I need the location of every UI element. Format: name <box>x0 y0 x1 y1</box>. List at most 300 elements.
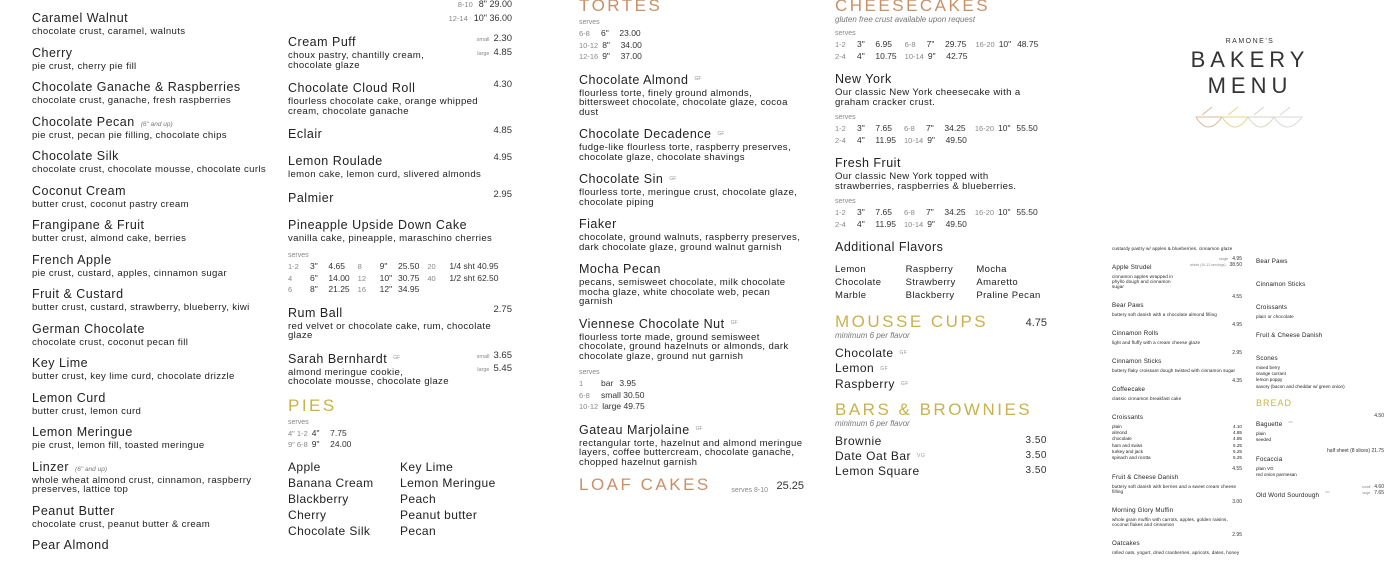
variant-price: 4.10 <box>1233 424 1242 429</box>
variant-price: 5.25 <box>1233 442 1242 448</box>
flavor-item: Peach <box>400 491 437 506</box>
variant-name: plain <box>1256 430 1266 436</box>
serves-label: serves <box>835 198 856 205</box>
item-name: Frangipane & Fruit <box>32 218 145 232</box>
size: 10" <box>998 123 1011 133</box>
serves-count: 1-2 <box>835 208 846 217</box>
price-row <box>1232 322 1242 328</box>
serves-count: 6 <box>288 285 293 294</box>
item-description: custardy pastry w/ apples & blueberries, cinnamon glaze <box>1112 246 1233 251</box>
item-description: Our classic New York topped with strawberries, raspberries & blueberries. <box>835 171 1017 192</box>
size: 3" <box>857 207 865 217</box>
item-description: lemon cake, lemon curd, slivered almonds <box>288 169 482 180</box>
menu-item <box>288 125 512 143</box>
menu-item <box>288 152 512 180</box>
price-value: 4.60 <box>1374 483 1384 490</box>
item-name: Fiaker <box>579 217 617 231</box>
dietary-tag: VG <box>1325 490 1330 495</box>
item-name: Baguette <box>1256 420 1283 428</box>
price: 49.50 <box>945 218 967 229</box>
serves-count: 12-14 <box>448 13 468 23</box>
section-price: 4.75 <box>1025 317 1047 329</box>
item-description: classic cinnamon breakfast cake <box>1112 396 1182 401</box>
mixing-bowls-icon <box>1190 105 1310 135</box>
dietary-tag: GF <box>695 426 703 433</box>
variant-name: ham and swiss <box>1112 442 1143 448</box>
section-title: LOAF CAKES <box>579 475 711 494</box>
size: 9" <box>379 261 388 271</box>
menu-item <box>579 315 804 362</box>
price-row <box>477 47 512 61</box>
section-heading <box>835 400 1047 419</box>
serves-count: 6-8 <box>904 208 915 217</box>
menu-item <box>835 70 1047 107</box>
price-row <box>1232 466 1242 472</box>
serves-row <box>835 39 897 51</box>
menu-item <box>1256 347 1384 390</box>
variant-name: spinach and ricotta <box>1112 455 1151 461</box>
item-description: buttery flaky croissant dough twisted with cinnamon sugar <box>1112 368 1236 373</box>
dietary-tag: GF <box>900 380 909 387</box>
menu-item <box>32 9 267 37</box>
price: 48.75 <box>1017 39 1039 49</box>
dietary-tag: VG <box>917 453 926 460</box>
menu-item <box>288 79 512 116</box>
size: 7" <box>926 207 934 217</box>
item-prices <box>1232 532 1242 538</box>
menu-item <box>32 389 267 417</box>
price-value: 4.95 <box>1232 256 1242 262</box>
item-description: butter crust, almond cake, berries <box>32 233 187 244</box>
price-row <box>1232 378 1242 384</box>
menu-item <box>1256 413 1384 443</box>
flavor-item: Peanut butter <box>400 507 478 522</box>
size: 1/4 sht <box>449 261 475 271</box>
flavor-item: Blackberry <box>905 290 955 301</box>
item-name: Croissants <box>1256 304 1288 311</box>
item-name: Cream Puff <box>288 35 356 49</box>
serves-count: 10-12 <box>579 402 599 411</box>
item-prices <box>494 125 513 138</box>
serves-row <box>904 123 967 135</box>
price-row <box>1232 350 1242 356</box>
item-name: Oatcakes <box>1112 540 1140 548</box>
variant-name: plain <box>1112 424 1122 429</box>
size: 1/2 sht <box>449 272 475 283</box>
price-value: 4.30 <box>493 79 512 90</box>
serves-table <box>579 19 804 63</box>
item-prices <box>1232 350 1242 356</box>
price-value: 3.00 <box>1232 499 1242 506</box>
serves-row <box>579 401 645 413</box>
variant-name: turkey and jack <box>1112 448 1143 454</box>
price: 62.50 <box>477 272 499 283</box>
flavor-grid <box>835 263 1047 302</box>
price-row <box>494 125 513 138</box>
item-name: Cinnamon Rolls <box>1112 330 1159 337</box>
serves-row <box>358 284 420 296</box>
serves-table <box>288 252 512 296</box>
logo-title: BAKERY MENU <box>1190 47 1310 98</box>
menu-item <box>579 170 804 207</box>
item-description: pie crust, lemon fill, toasted meringue <box>32 440 205 451</box>
price-value: 4.85 <box>493 125 512 136</box>
flavor-item: Banana Cream <box>288 475 374 490</box>
serves-table <box>835 198 1047 230</box>
item-name: Pear Almond <box>32 538 110 552</box>
item-name: Croissants <box>1112 414 1144 421</box>
menu-item <box>32 78 267 106</box>
size: 12" <box>379 284 393 294</box>
item-name: Linzer <box>32 459 70 474</box>
serves-count: 6-8 <box>904 124 915 133</box>
breakfast-pastries-column <box>1112 246 1242 560</box>
item-name: Chocolate Silk <box>32 149 119 163</box>
serves-row <box>835 219 896 231</box>
section-title: CHEESECAKES <box>835 0 991 15</box>
logo-subtitle: RAMONE'S <box>1225 38 1275 45</box>
price-value: 2.95 <box>493 188 512 200</box>
price: 6.95 <box>875 39 892 49</box>
size: 6" <box>310 272 318 283</box>
tortes-column <box>579 0 804 494</box>
item-prices <box>1362 484 1384 496</box>
section-title: MOUSSE CUPS <box>835 312 989 331</box>
serves-row <box>835 123 896 135</box>
section-heading <box>579 0 804 15</box>
serves-count: 1-2 <box>288 262 299 271</box>
menu-item <box>579 421 804 468</box>
item-prices <box>1232 378 1242 384</box>
item-name: Coffeecake <box>1112 386 1146 393</box>
item-name: Chocolate Cloud Roll <box>288 81 416 95</box>
item-description: light and fluffy with a cream cheese glaze <box>1112 340 1201 345</box>
menu-item <box>1112 466 1242 494</box>
size: 4" <box>857 50 865 61</box>
price-row <box>1362 490 1384 496</box>
price-value: 4.55 <box>1232 466 1242 473</box>
serves-label: serves <box>288 252 309 259</box>
item-description: chocolate crust, peanut butter & cream <box>32 518 211 530</box>
menu-item <box>32 44 267 72</box>
size: 6" <box>601 28 609 38</box>
item-name: Rum Ball <box>288 305 343 320</box>
item-prices <box>1232 499 1242 505</box>
menu-item <box>288 350 512 387</box>
menu-item <box>1112 350 1242 373</box>
menu-item <box>835 377 1047 392</box>
item-price: 3.50 <box>1025 434 1047 446</box>
item-description: chocolate crust, chocolate mousse, chocolate curls <box>32 164 267 175</box>
section-title: TORTES <box>579 0 663 15</box>
price: 30.50 <box>623 389 645 400</box>
serves-table <box>288 0 512 25</box>
flavor-item: Cherry <box>288 507 327 522</box>
item-description: flourless torte, meringue crust, chocolate glaze, chocolate piping <box>579 187 798 208</box>
item-description: buttery soft danish with berries and a sweet cream cheese filling <box>1112 484 1237 495</box>
item-description: chocolate, ground walnuts, raspberry preserves, dark chocolate glaze, ground walnut garnish <box>579 232 801 253</box>
price-row <box>1232 294 1242 300</box>
serves-row <box>579 28 642 40</box>
dietary-tag: GF <box>880 365 889 372</box>
section-subtitle: minimum 6 per flavor <box>835 418 910 428</box>
size: 7" <box>926 39 935 49</box>
item-description: whole grain muffin with carrots, apples, golden raisins, coconut flakes and cinnamon <box>1112 517 1228 528</box>
variant-price: 4.85 <box>1233 436 1242 442</box>
menu-item <box>32 502 267 530</box>
item-price: half sheet (8 slices) 21.75 <box>1327 448 1384 455</box>
size: 9" <box>927 218 935 229</box>
variant-row <box>1112 455 1242 461</box>
item-description: pecans, semisweet chocolate, milk chocolate mocha glaze, white chocolate web, pecan garnish <box>579 277 786 307</box>
serves-row <box>358 261 420 273</box>
item-name: Chocolate Almond <box>579 72 689 87</box>
size: small <box>601 389 621 400</box>
item-name: Additional Flavors <box>835 240 944 254</box>
item-name: Lemon <box>835 361 875 376</box>
flavor-item: Mocha <box>976 264 1007 275</box>
size: 10" <box>998 207 1011 217</box>
item-description: flourless chocolate cake, orange whipped cream, chocolate ganache <box>288 96 478 117</box>
serves-label: serves <box>835 30 856 37</box>
serves-count: 16 <box>357 285 366 294</box>
serves-count: 1 <box>579 379 584 388</box>
pastries-column <box>288 0 512 549</box>
variant-name: red onion parmesan <box>1256 472 1297 478</box>
section-serves: serves 8-10 <box>731 487 768 494</box>
serves-row <box>976 39 1039 51</box>
item-prices <box>494 304 513 317</box>
item-prices <box>477 33 512 60</box>
price: 29.75 <box>945 39 967 49</box>
item-description: red velvet or chocolate cake, rum, chocolate glaze <box>288 320 492 341</box>
serves-row <box>288 0 512 12</box>
price: 34.25 <box>944 207 966 217</box>
item-name: Bear Paws <box>1256 258 1288 265</box>
menu-item <box>288 216 512 244</box>
section-subtitle: minimum 6 per flavor <box>835 331 910 340</box>
serves-row <box>975 123 1038 135</box>
item-note: (6" and up) <box>75 465 107 473</box>
serves-row <box>288 428 351 440</box>
variant-price: 4.85 <box>1233 430 1242 436</box>
menu-item <box>835 238 1047 256</box>
price: 34.95 <box>398 284 420 294</box>
item-description: pie crust, cherry pie fill <box>32 60 137 72</box>
flavor-item: Chocolate <box>835 277 882 288</box>
serves-row <box>579 40 642 52</box>
serves-count: 16-20 <box>975 40 995 49</box>
item-name: Key Lime <box>32 356 89 370</box>
menu-item <box>579 215 804 252</box>
serves-row <box>579 51 642 63</box>
section-heading <box>835 0 1047 15</box>
dietary-tag: GF <box>393 355 401 362</box>
menu-item <box>1112 322 1242 345</box>
flavor-item: Apple <box>288 459 321 474</box>
price-row <box>477 33 512 47</box>
price-value: 4.95 <box>493 152 512 163</box>
menu-item <box>1112 246 1242 251</box>
item-description: butter crust, key lime curd, chocolate drizzle <box>32 371 235 382</box>
serves-count: 10-14 <box>904 135 924 145</box>
serves-count: 2-4 <box>835 219 846 229</box>
menu-item <box>579 260 804 307</box>
item-name: Old World Sourdough <box>1256 491 1320 499</box>
price: 37.00 <box>620 51 642 61</box>
item-prices <box>1232 294 1242 300</box>
serves-count: 9" 6-8 <box>288 440 308 449</box>
item-description: rolled oats, yogurt, dried cranberries, apricots, dates, honey <box>1112 550 1240 556</box>
item-name: Chocolate <box>835 346 894 360</box>
price-label: small <box>476 353 490 360</box>
item-description: vanilla cake, pineapple, maraschino cherries <box>288 232 493 244</box>
item-name: Brownie <box>835 433 882 448</box>
price-value: 5.45 <box>493 363 512 374</box>
variant-name: almond <box>1112 430 1128 436</box>
serves-count: 12-16 <box>579 52 599 61</box>
flavor-item: Blackberry <box>288 491 349 506</box>
variant-row <box>1256 472 1384 478</box>
item-name: Peanut Butter <box>32 503 115 518</box>
menu-item <box>579 125 804 162</box>
serves-row <box>904 207 967 219</box>
price-label: small <box>476 37 490 43</box>
section-heading <box>579 475 804 494</box>
item-description: buttery soft danish with a chocolate almond filling <box>1112 312 1217 317</box>
item-prices <box>1190 256 1242 268</box>
section-heading <box>288 396 512 415</box>
price: 3.95 <box>619 378 636 388</box>
variant-price: 5.25 <box>1233 448 1242 454</box>
dietary-tag: GF <box>669 175 677 182</box>
serves-row <box>579 378 645 390</box>
item-name: Fruit & Cheese Danish <box>1112 474 1179 482</box>
serves-count: 2-4 <box>835 135 846 145</box>
size-price: 8" 29.00 <box>478 0 512 9</box>
menu-item <box>32 216 267 244</box>
menu-item <box>835 434 1047 449</box>
menu-item <box>835 346 1047 361</box>
price-row <box>494 304 513 317</box>
price: 7.75 <box>330 427 347 438</box>
item-description: pie crust, pecan pie filling, chocolate chips <box>32 129 227 141</box>
size: 9" <box>602 51 610 61</box>
menu-item <box>835 154 1047 191</box>
menu-item <box>1112 499 1242 527</box>
size: 4" <box>311 427 320 438</box>
serves-count: 10-12 <box>579 40 599 50</box>
price: 25.50 <box>398 261 420 271</box>
item-description: whole wheat almond crust, cinnamon, raspberry preserves, lattice top <box>32 474 252 495</box>
item-name: French Apple <box>32 252 112 267</box>
item-prices <box>477 350 512 377</box>
item-name: Pineapple Upside Down Cake <box>288 217 468 232</box>
variant-row <box>1256 384 1384 390</box>
serves-row <box>288 439 351 451</box>
item-name: Coconut Cream <box>32 183 127 198</box>
item-prices <box>494 152 513 165</box>
menu-item <box>32 320 267 348</box>
price: 34.00 <box>620 39 642 50</box>
section-price: 25.25 <box>776 480 804 492</box>
pies-list-column <box>32 9 267 561</box>
flavor-item: Chocolate Silk <box>288 523 371 538</box>
serves-count: 4 <box>288 273 293 283</box>
serves-count: 4" 1-2 <box>288 428 308 438</box>
price-value: 2.75 <box>493 303 512 315</box>
price-value: 3.65 <box>493 349 512 361</box>
flavor-item: Praline Pecan <box>976 290 1041 301</box>
serves-count: 40 <box>427 273 436 283</box>
price: 11.95 <box>875 134 897 145</box>
serves-row <box>427 273 498 285</box>
item-price: 3.50 <box>1025 449 1047 461</box>
flavor-item: Raspberry <box>905 264 954 275</box>
price: 42.75 <box>946 50 968 61</box>
serves-count: 10-14 <box>904 51 924 61</box>
item-name: Viennese Chocolate Nut <box>579 316 725 331</box>
section-title: BARS & BROWNIES <box>835 399 1033 419</box>
price-row <box>494 152 513 165</box>
price: 55.50 <box>1016 123 1038 133</box>
item-name: Eclair <box>288 127 323 141</box>
price: 24.00 <box>330 439 352 449</box>
serves-count: 6-8 <box>904 40 916 49</box>
size: 3" <box>310 261 318 271</box>
item-name: Fruit & Custard <box>32 287 124 301</box>
item-description: chocolate crust, caramel, walnuts <box>32 26 186 37</box>
dietary-tag: GF <box>717 130 725 137</box>
menu-item <box>32 182 267 210</box>
price-value: 2.95 <box>1232 532 1242 539</box>
menu-item <box>1256 250 1384 268</box>
variant-name: mixed berry <box>1256 365 1280 370</box>
serves-count: 12 <box>357 273 366 283</box>
serves-row <box>975 207 1038 219</box>
price: 11.95 <box>875 218 897 229</box>
item-description: almond meringue cookie, chocolate mousse, chocolate glaze <box>288 366 449 387</box>
serves-row <box>358 273 420 285</box>
item-prices <box>1232 322 1242 328</box>
menu-item <box>1256 324 1384 342</box>
serves-row <box>288 284 350 296</box>
item-description: choux pastry, chantilly cream, chocolate glaze <box>288 50 425 71</box>
size: bar <box>601 378 614 388</box>
serves-count: 1-2 <box>835 40 846 49</box>
serves-label: serves <box>288 418 309 426</box>
size: 3" <box>857 39 865 49</box>
menu-item <box>835 361 1047 376</box>
price-row <box>1232 532 1242 538</box>
menu-item <box>288 189 512 207</box>
serves-row <box>904 135 967 147</box>
item-name: Chocolate Pecan <box>32 114 135 129</box>
size: 9" <box>927 50 936 61</box>
item-name: Chocolate Sin <box>579 172 664 186</box>
price: 21.25 <box>328 284 350 294</box>
price-label: large <box>477 50 490 57</box>
serves-count: 6-8 <box>579 390 590 400</box>
serves-table <box>835 30 1047 62</box>
item-name: Sarah Bernhardt <box>288 351 388 366</box>
serves-table <box>288 419 512 451</box>
dietary-tag: GF <box>694 76 702 83</box>
item-name: Lemon Square <box>835 464 920 479</box>
variant-name: seeded <box>1256 437 1272 443</box>
serves-row <box>835 51 897 63</box>
menu-item <box>1112 256 1242 289</box>
